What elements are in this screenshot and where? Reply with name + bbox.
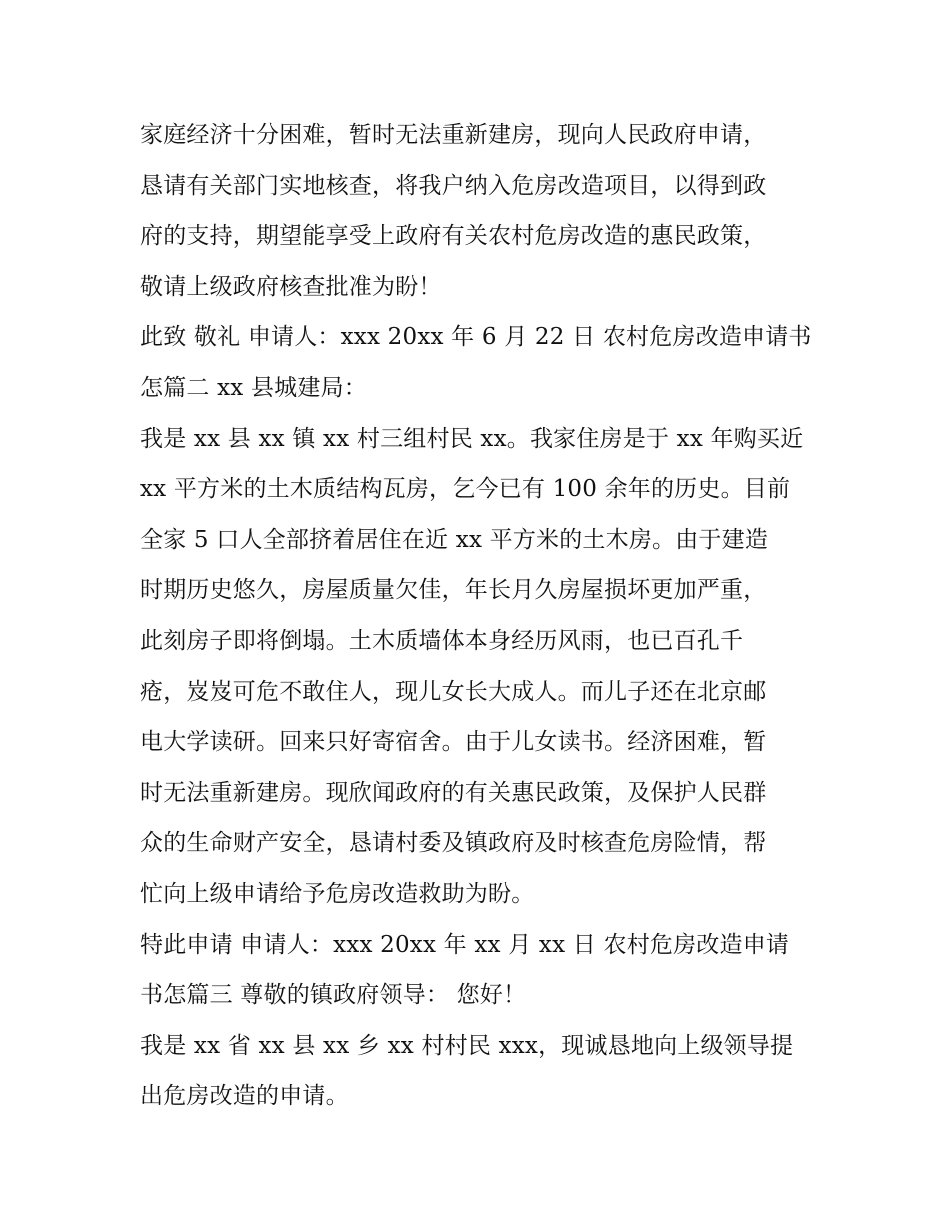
text-line: 忙向上级申请给予危房改造救助为盼。 — [140, 880, 535, 907]
text-line: 此致 敬礼 申请人：xxx 20xx 年 6 月 22 日 农村危房改造申请书 — [140, 324, 812, 351]
paragraph-3 — [140, 414, 820, 920]
text-line: 时无法重新建房。现欣闻政府的有关惠民政策，及保护人民群 — [140, 779, 767, 806]
paragraph-5 — [140, 1021, 820, 1122]
text-line: 书怎篇三 尊敬的镇政府领导： 您好！ — [140, 982, 527, 1009]
paragraph-4 — [140, 920, 820, 1021]
text-line: 敬请上级政府核查批准为盼！ — [140, 273, 442, 300]
text-line: 此刻房子即将倒塌。土木质墙体本身经历风雨，也已百孔千 — [140, 627, 744, 654]
document-page — [140, 110, 820, 1122]
text-line: 我是 xx 省 xx 县 xx 乡 xx 村村民 xxx，现诚恳地向上级领导提 — [140, 1032, 794, 1059]
text-line: 怎篇二 xx 县城建局： — [140, 374, 367, 401]
text-line: 全家 5 口人全部挤着居住在近 xx 平方米的土木房。由于建造 — [140, 526, 769, 553]
text-line: 恳请有关部门实地核查，将我户纳入危房改造项目，以得到政 — [140, 172, 767, 199]
text-line: 我是 xx 县 xx 镇 xx 村三组村民 xx。我家住房是于 xx 年购买近 — [140, 425, 804, 452]
text-line: 特此申请 申请人：xxx 20xx 年 xx 月 xx 日 农村危房改造申请 — [140, 931, 790, 958]
text-line: 电大学读研。回来只好寄宿舍。由于儿女读书。经济困难，暂 — [140, 729, 767, 756]
text-line: 疮，岌岌可危不敢住人，现儿女长大成人。而儿子还在北京邮 — [140, 678, 767, 705]
paragraph-2 — [140, 312, 820, 413]
text-line: xx 平方米的土木质结构瓦房，乞今已有 100 余年的历史。目前 — [140, 476, 791, 503]
text-line: 时期历史悠久，房屋质量欠佳，年长月久房屋损坏更加严重， — [140, 577, 767, 604]
text-line: 众的生命财产安全，恳请村委及镇政府及时核查危房险情，帮 — [140, 830, 767, 857]
text-line: 家庭经济十分困难，暂时无法重新建房，现向人民政府申请， — [140, 122, 767, 148]
text-line: 府的支持，期望能享受上政府有关农村危房改造的惠民政策， — [140, 223, 767, 250]
text-line: 出危房改造的申请。 — [140, 1083, 349, 1110]
paragraph-1 — [140, 110, 820, 312]
